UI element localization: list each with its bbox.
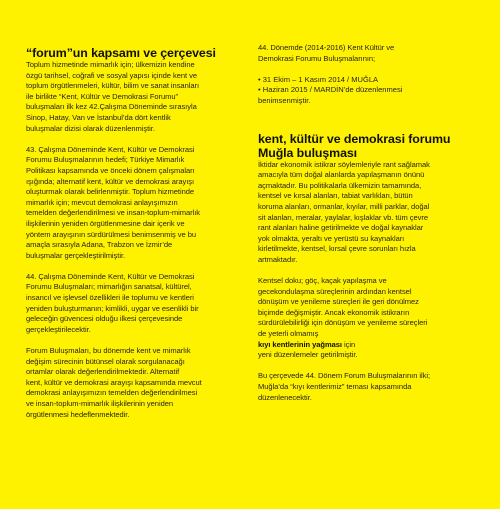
paragraph-forum-meetings: Forum Buluşmaları, bu dönemde kent ve mimarlık değişim sürecinin bütünsel olarak sorgulanacağı ortamlar olarak değerlendirilmektedir. Alternatif kent, kültür ve demokrasi arayışı kapsamında mevcut demokrasi anlayışımızın temelden değerlendirilmesi ve insan-toplum-mimarlık ilişkilerinin yeniden örgütlenmesi hedeflenmektedir.	[26, 346, 202, 419]
meeting-list	[258, 75, 480, 107]
meeting-item-mugla: • 31 Ekim – 1 Kasım 2014 / MUĞLA	[258, 74, 379, 84]
urban-fabric-text: Kentsel doku; göç, kaçak yapılaşma ve gecekondulaşma süreçlerinin ardından kentsel dönüşüm ve yenileme süreçleri ile geri dönülmez biçimde değişmiştir. Ancak ekonomik istikrarın sürdürülebilirliği için dönüşüm ve yenileme süreçleri de yeterli olmamış	[258, 276, 428, 339]
paragraph-44th-intro: 44. Dönemde (2014-2016) Kent Kültür ve Demokrasi Forumu Buluşmalarının;	[258, 43, 395, 63]
paragraph-first-meeting: Bu çerçevede 44. Dönem Forum Buluşmalarının ilki; Muğla’da “kıyı kentlerimiz” teması kapsamında düzenlenecektir.	[258, 371, 431, 402]
right-column	[258, 0, 480, 403]
paragraph-44th-period: 44. Çalışma Döneminde Kent, Kültür ve Demokrasi Forumu Buluşmaları; mimarlığın sanatsal, kültürel, insancıl ve işlevsel özellikleri ile toplumu ve kentleri yeniden buluşturmanın; kimlikli, uygar ve esenlikli bir geleceğin güvencesi olduğu ilkesi çerçevesinde gerçekleştirilecektir.	[26, 271, 199, 334]
paragraph-43rd-period: 43. Çalışma Döneminde Kent, Kültür ve Demokrasi Forumu Buluşmalarının hedefi; Türkiye Mimarlık Politikası kapsamında ve önceki dönem çalışmaları ışığında; alternatif kent, kültür ve demokrasi arayışı oluşturmak olarak belirlenmiştir. Toplum hizmetinde mimarlık için; mevcut demokrasi anlayışımızın temelden değerlendirilmesi ve insan-toplum-mimarlık ilişkilerinin yeniden örgütlenmesine dair içerik ve yöntem arayışının sürdürülmesi benimsenmiş ve bu amaçla sırasıyla Adana, Trabzon ve İzmir’de buluşmalar gerçekleştirilmiştir.	[26, 144, 201, 260]
paragraph-forum-origin: Toplum hizmetinde mimarlık için; ülkemizin kendine özgü tarihsel, coğrafi ve sosyal yapısı içinde kent ve toplum örgütlenmeleri, kültür, bilim ve sanat insanları ile birlikte “Kent, Kültür ve Demokrasi Forumu” buluşmaları ilk kez 42.Çalışma Döneminde sırasıyla Sinop, Hatay, Van ve İstanbul’da dört kentlik buluşmalar dizisi olarak düzenlenmiştir.	[26, 60, 200, 133]
coastal-cities-emphasis: kıyı kentlerinin yağması	[258, 339, 342, 349]
paragraph-urban-fabric	[258, 276, 480, 361]
urban-fabric-tail: yeni düzenlemeler getirilmiştir.	[258, 350, 358, 360]
meeting-item-mardin: • Haziran 2015 / MARDİN’de düzenlenmesi benimsenmiştir.	[258, 85, 403, 105]
mugla-meeting-heading: kent, kültür ve demokrasi forumu Muğla buluşması	[258, 131, 451, 160]
paragraph-rent-policies: İktidar ekonomik istikrar söylemleriyle rant sağlamak amacıyla tüm doğal alanlarda yapılaşmanın önünü açmaktadır. Bu politikalarla ülkemizin tamamında, kentsel ve kırsal alanları, tabiat varlıkları, bütün koruma alanları, ormanlar, kıyılar, milli parklar, doğal sit alanları, meralar, yaylalar, kışlaklar vb. tüm çevre rant alanları haline getirilmekte ve doğal kaynaklar yok olmakta, yeraltı ve yerüstü su kaynakları kirletilmekte, kentsel, kırsal çevre sorunları hızla artmaktadır.	[258, 159, 430, 264]
forum-scope-heading: “forum”un kapsamı ve çerçevesi	[26, 46, 216, 60]
urban-fabric-after-bold: için	[341, 339, 356, 349]
left-column	[26, 0, 242, 420]
